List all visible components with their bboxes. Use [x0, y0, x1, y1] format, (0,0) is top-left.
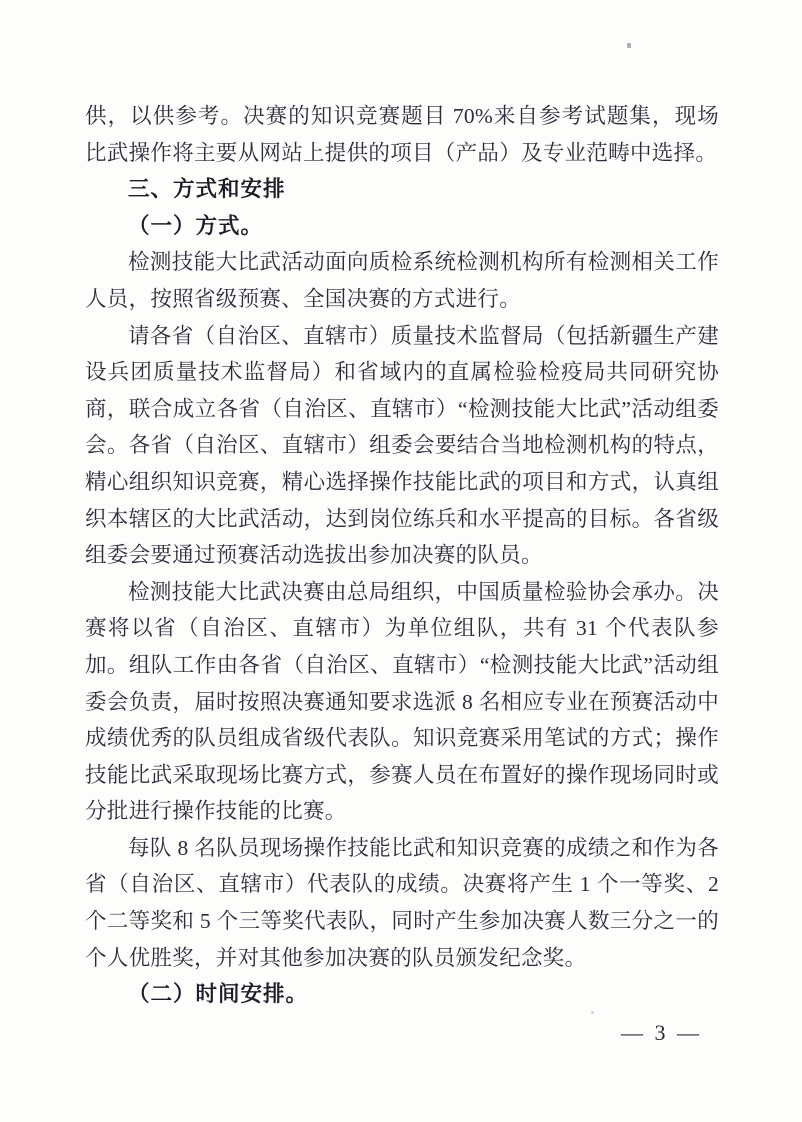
page-number: — 3 — [621, 1020, 702, 1045]
paragraph: 每队 8 名队员现场操作技能比武和知识竞赛的成绩之和作为各省（自治区、直辖市）代表队的成绩。决赛将产生 1 个一等奖、2 个二等奖和 5 个三等奖代表队，同时产生参加决赛人数三分之一的个人优胜奖，并对其他参加决赛的队员颁发纪念奖。 [85, 835, 719, 970]
section-heading-level2: （一）方式。 [128, 213, 264, 238]
paragraph: 请各省（自治区、直辖市）质量技术监督局（包括新疆生产建设兵团质量技术监督局）和省域内的直属检验检疫局共同研究协商，联合成立各省（自治区、直辖市）“检测技能大比武”活动组委会。各省（自治区、直辖市）组委会要结合当地检测机构的特点，精心组织知识竞赛，精心选择操作技能比武的项目和方式，认真组织本辖区的大比武活动，达到岗位练兵和水平提高的目标。各省级组委会要通过预赛活动选拔出参加决赛的队员。 [85, 323, 719, 568]
section-heading-level1: 三、方式和安排 [128, 177, 286, 202]
document-body [85, 98, 719, 1013]
paragraph: 检测技能大比武活动面向质检系统检测机构所有检测相关工作人员，按照省级预赛、全国决赛的方式进行。 [85, 250, 719, 311]
scan-speck [627, 43, 631, 48]
section-heading-level2: （二）时间安排。 [128, 982, 309, 1007]
paragraph-continued: 供，以供参考。决赛的知识竞赛题目 70%来自参考试题集，现场比武操作将主要从网站上提供的项目（产品）及专业范畴中选择。 [85, 104, 719, 165]
paragraph: 检测技能大比武决赛由总局组织，中国质量检验协会承办。决赛将以省（自治区、直辖市）为单位组队，共有 31 个代表队参加。组队工作由各省（自治区、直辖市）“检测技能大比武”活动组委会负责，届时按照决赛通知要求选派 8 名相应专业在预赛活动中成绩优秀的队员组成省级代表队。知识竞赛采用笔试的方式；操作技能比武采取现场比赛方式，参赛人员在布置好的操作现场同时或分批进行操作技能的比赛。 [85, 579, 719, 824]
